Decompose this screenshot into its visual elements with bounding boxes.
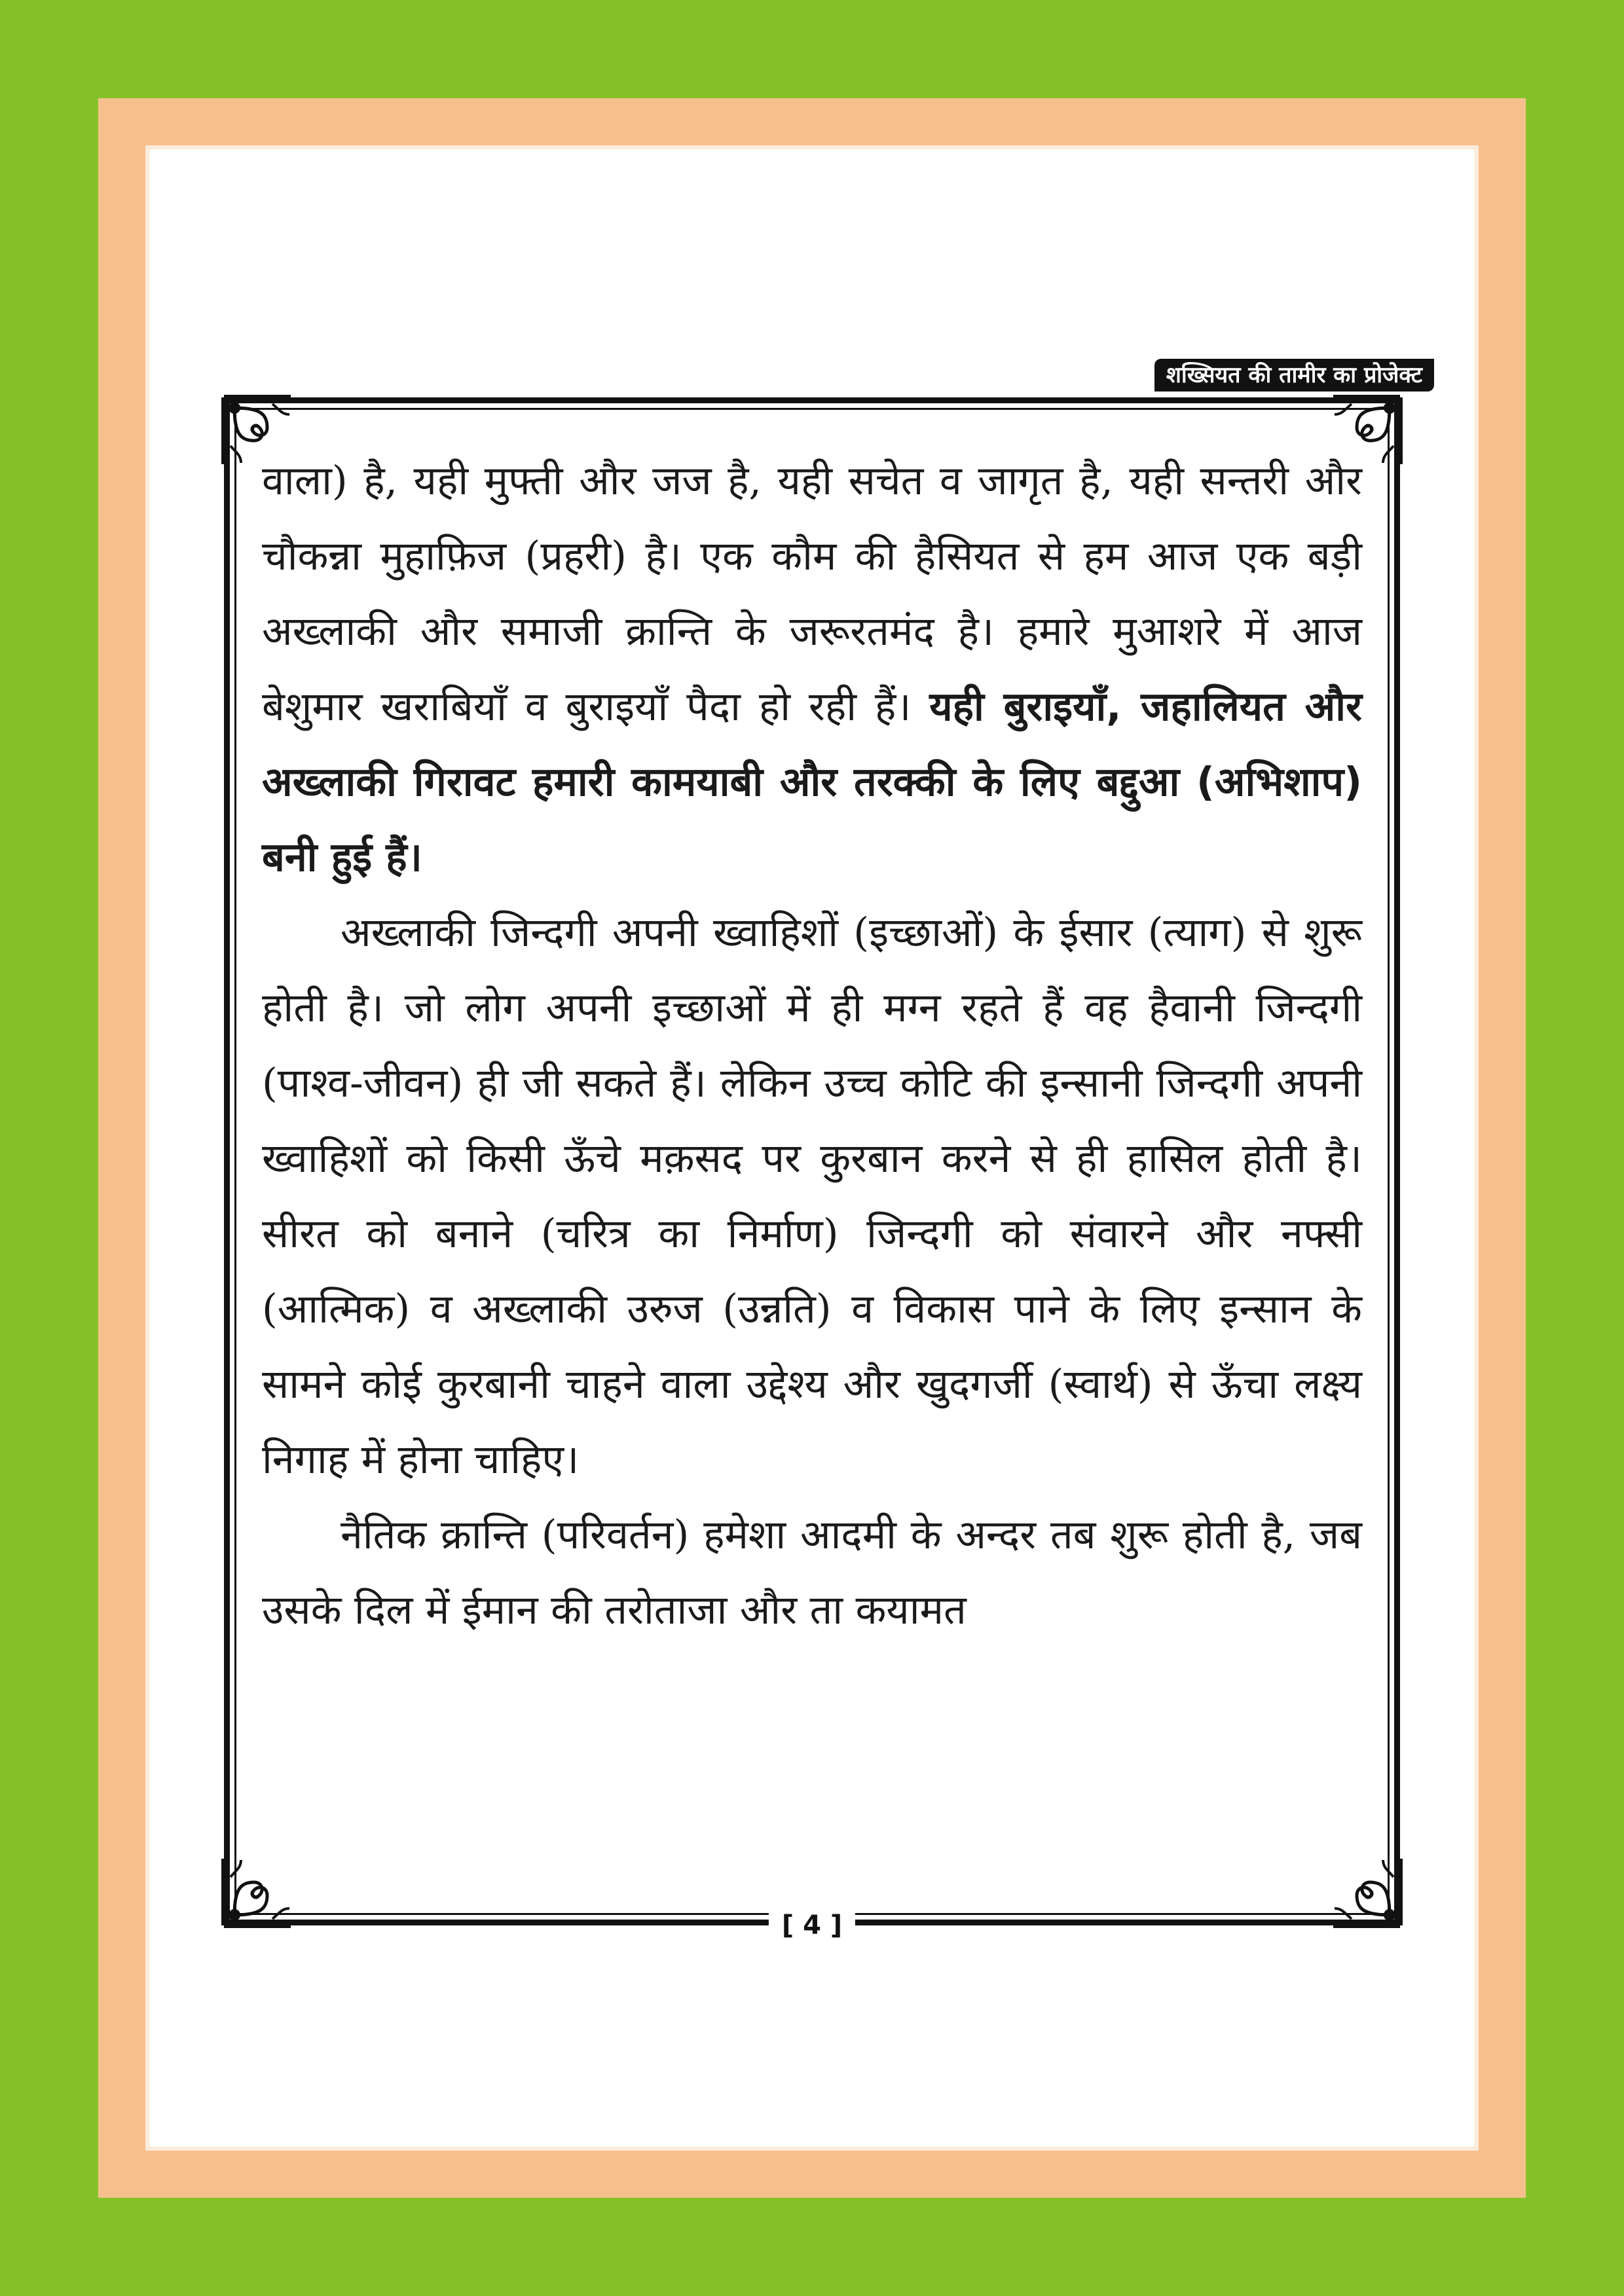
paragraph-text: नैतिक क्रान्ति (परिवर्तन) हमेशा आदमी के अन्दर तब शुरू होती है, जब उसके दिल में ईमान की तरोताजा और ता कयामत [262, 1512, 1362, 1633]
corner-ornament-icon [221, 1856, 293, 1928]
text-frame [224, 397, 1400, 1941]
paragraph-1 [262, 443, 1362, 895]
paragraph-3 [262, 1497, 1362, 1648]
page-number: [ 4 ] [769, 1907, 855, 1944]
body-text [262, 443, 1362, 1648]
paragraph-text: अख्लाकी जिन्दगी अपनी ख्वाहिशों (इच्छाओं) के ईसार (त्याग) से शुरू होती है। जो लोग अपनी इच्छाओं में ही मग्न रहते हैं वह हैवानी जिन्दगी (पाश्व-जीवन) ही जी सकते हैं। लेकिन उच्च कोटि की इन्सानी जिन्दगी अपनी ख्वाहिशों को किसी ऊँचे मक़सद पर कुरबान करने से ही हासिल होती है। सीरत को बनाने (चरित्र का निर्माण) जिन्दगी को संवारने और नफ्सी (आत्मिक) व अख्लाकी उरुज (उन्नति) व विकास पाने के लिए इन्सान के सामने कोई कुरबानी चाहने वाला उद्देश्य और खुदगर्जी (स्वार्थ) से ऊँचा लक्ष्य निगाह में होना चाहिए। [262, 909, 1362, 1483]
emphasized-text: यही बुराइयाँ, जहालियत और अख्लाकी गिरावट हमारी कामयाबी और तरक्की के लिए बद्दुआ (अभिशाप) बनी हुई हैं। [262, 683, 1363, 881]
running-head: शख्सियत की तामीर का प्रोजेक्ट [1154, 359, 1434, 392]
corner-ornament-icon [1331, 1856, 1403, 1928]
paragraph-2 [262, 895, 1362, 1497]
paragraph-text: वाला) है, यही मुफ्ती और जज है, यही सचेत व जागृत है, यही सन्तरी और चौकन्ना मुहाफ़िज (प्रहरी) है। एक कौम की हैसियत से हम आज एक बड़ी अख्लाकी और समाजी क्रान्ति के जरूरतमंद है। हमारे मुआशरे में आज बेशुमार खराबियाँ व बुराइयाँ पैदा हो रही हैं। [262, 458, 1362, 730]
